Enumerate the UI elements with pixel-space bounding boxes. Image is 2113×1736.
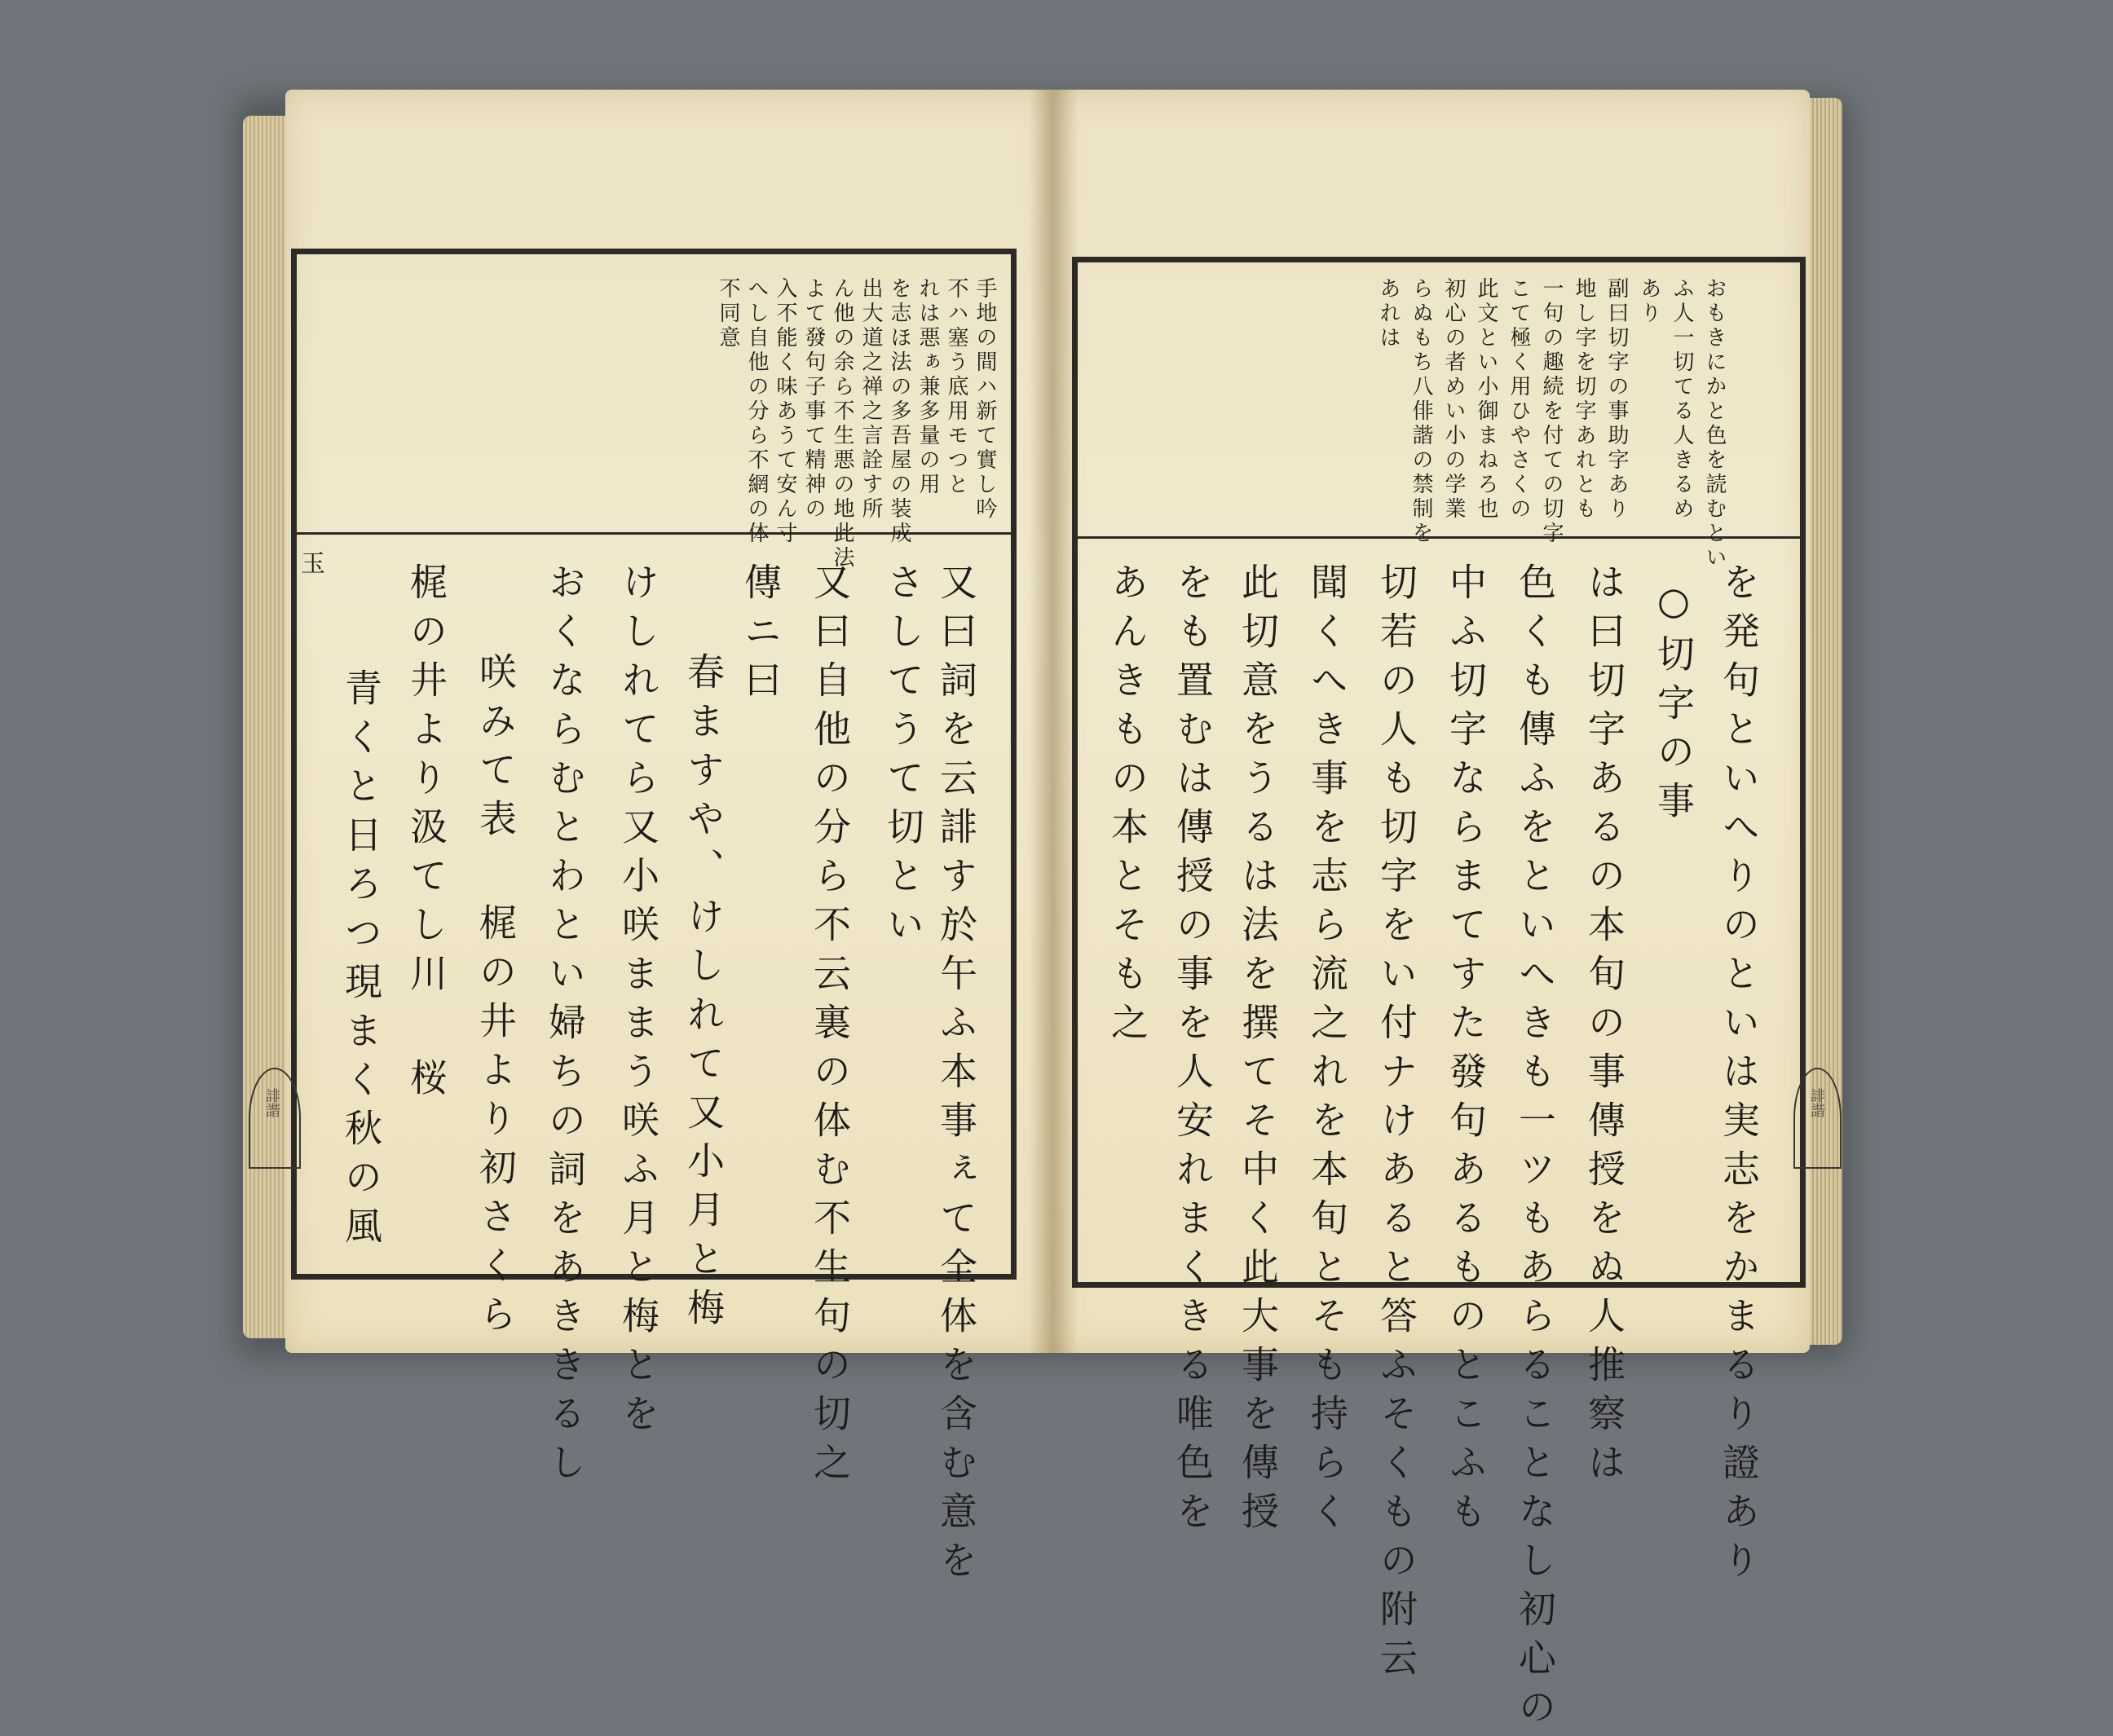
left-main-column: 青くと日ろつ現まく秋の風 [339, 668, 383, 1255]
left-margin-tab [249, 1068, 301, 1169]
right-head-column: 地し字を切字あれとも [1572, 277, 1596, 522]
right-margin-tab [1793, 1068, 1842, 1169]
right-head-divider [1072, 536, 1806, 539]
left-main-column: 春ますや、けしれて又小月と梅 [682, 652, 726, 1337]
left-main-column: 傳ニ曰 [739, 562, 783, 709]
left-head-column: よて發句子事て精神の [801, 277, 826, 522]
left-head-column: 出大道之禅之言詮す所 [858, 277, 883, 522]
left-head-column: ん他の余ら不生悪の地此法 [830, 277, 854, 571]
right-margin-tab-label: 誹諧 [1808, 1088, 1825, 1117]
book-gutter [1029, 90, 1078, 1353]
left-head-column: を志ほ法の多吾屋の装成 [887, 277, 911, 546]
right-head-column: 此文とい小御まねろ也 [1474, 277, 1498, 522]
left-margin-tab-label: 誹諧 [263, 1088, 280, 1117]
right-main-column: 此切意をうるは法を撰てそ中く此大事を傳授 [1236, 562, 1280, 1540]
left-main-column: けしれてら又小咲ままう咲ふ月と梅とを [616, 562, 660, 1443]
left-main-column: 梶の井より汲てし川 桜 [404, 562, 448, 1107]
right-head-column: 一句の趣続を付ての切字 [1539, 277, 1564, 546]
right-head-column: あれは [1376, 277, 1401, 350]
left-main-column: 又曰自他の分ら不云裏の体む不生句の切之 [808, 562, 852, 1491]
right-head-column: こて極く用ひやさくの [1506, 277, 1531, 522]
left-main-column: 又曰詞を云誹す於午ふ本事ぇて全体を含む意を [934, 562, 978, 1589]
left-main-column: さしてうて切とい [881, 562, 925, 954]
left-head-column: 不同意 [716, 277, 740, 350]
left-head-column: れは悪ぁ兼多量の用 [915, 277, 940, 497]
right-main-column: 中ふ切字ならまてすた發句あるものとこふも [1444, 562, 1488, 1540]
right-main-column: 切若の人も切字をい付ナけあると答ふそくもの附云 [1374, 562, 1418, 1687]
right-main-column: を発句といへりのといは実志をかまるり證あり [1717, 562, 1761, 1589]
right-main-column: あんきもの本とそも之 [1105, 562, 1149, 1051]
left-head-column: 手地の間ハ新て實し吟 [973, 277, 997, 522]
left-main-column: おくならむとわとい婦ちの詞をあききるし [543, 562, 587, 1491]
folio-number: 玉 [296, 550, 324, 575]
right-main-column: 聞くへき事を志ら流之れを本旬とそも持らく [1305, 562, 1349, 1540]
right-head-column: あり [1637, 277, 1661, 326]
right-head-column: 初心の者めい小の学業 [1441, 277, 1466, 522]
right-head-column: ふ人一切てる人きるめ [1670, 277, 1694, 522]
right-main-column: は曰切字あるの本旬の事傳授をぬ人推察は [1582, 562, 1626, 1491]
right-main-column: 色くも傳ふをといへきも一ツもあらることなし初心の [1513, 562, 1557, 1736]
right-main-column: ○切字の事 [1652, 579, 1696, 830]
left-head-column: 入不能く味あうて安ん寸 [773, 277, 797, 546]
right-head-column: おもきにかと色を読むとい [1702, 277, 1727, 571]
right-main-column: をも置むは傳授の事を人安れまくきる唯色を [1171, 562, 1215, 1540]
right-head-column: らぬもち八俳諧の禁制を [1409, 277, 1433, 546]
left-head-column: へし自他の分ら不網の体 [744, 277, 769, 546]
left-main-column: 咲みて表 梶の井より初さくら [474, 652, 518, 1343]
right-head-column: 副曰切字の事助字あり [1604, 277, 1629, 522]
left-head-column: 不ハ塞う底用モつと [944, 277, 968, 497]
